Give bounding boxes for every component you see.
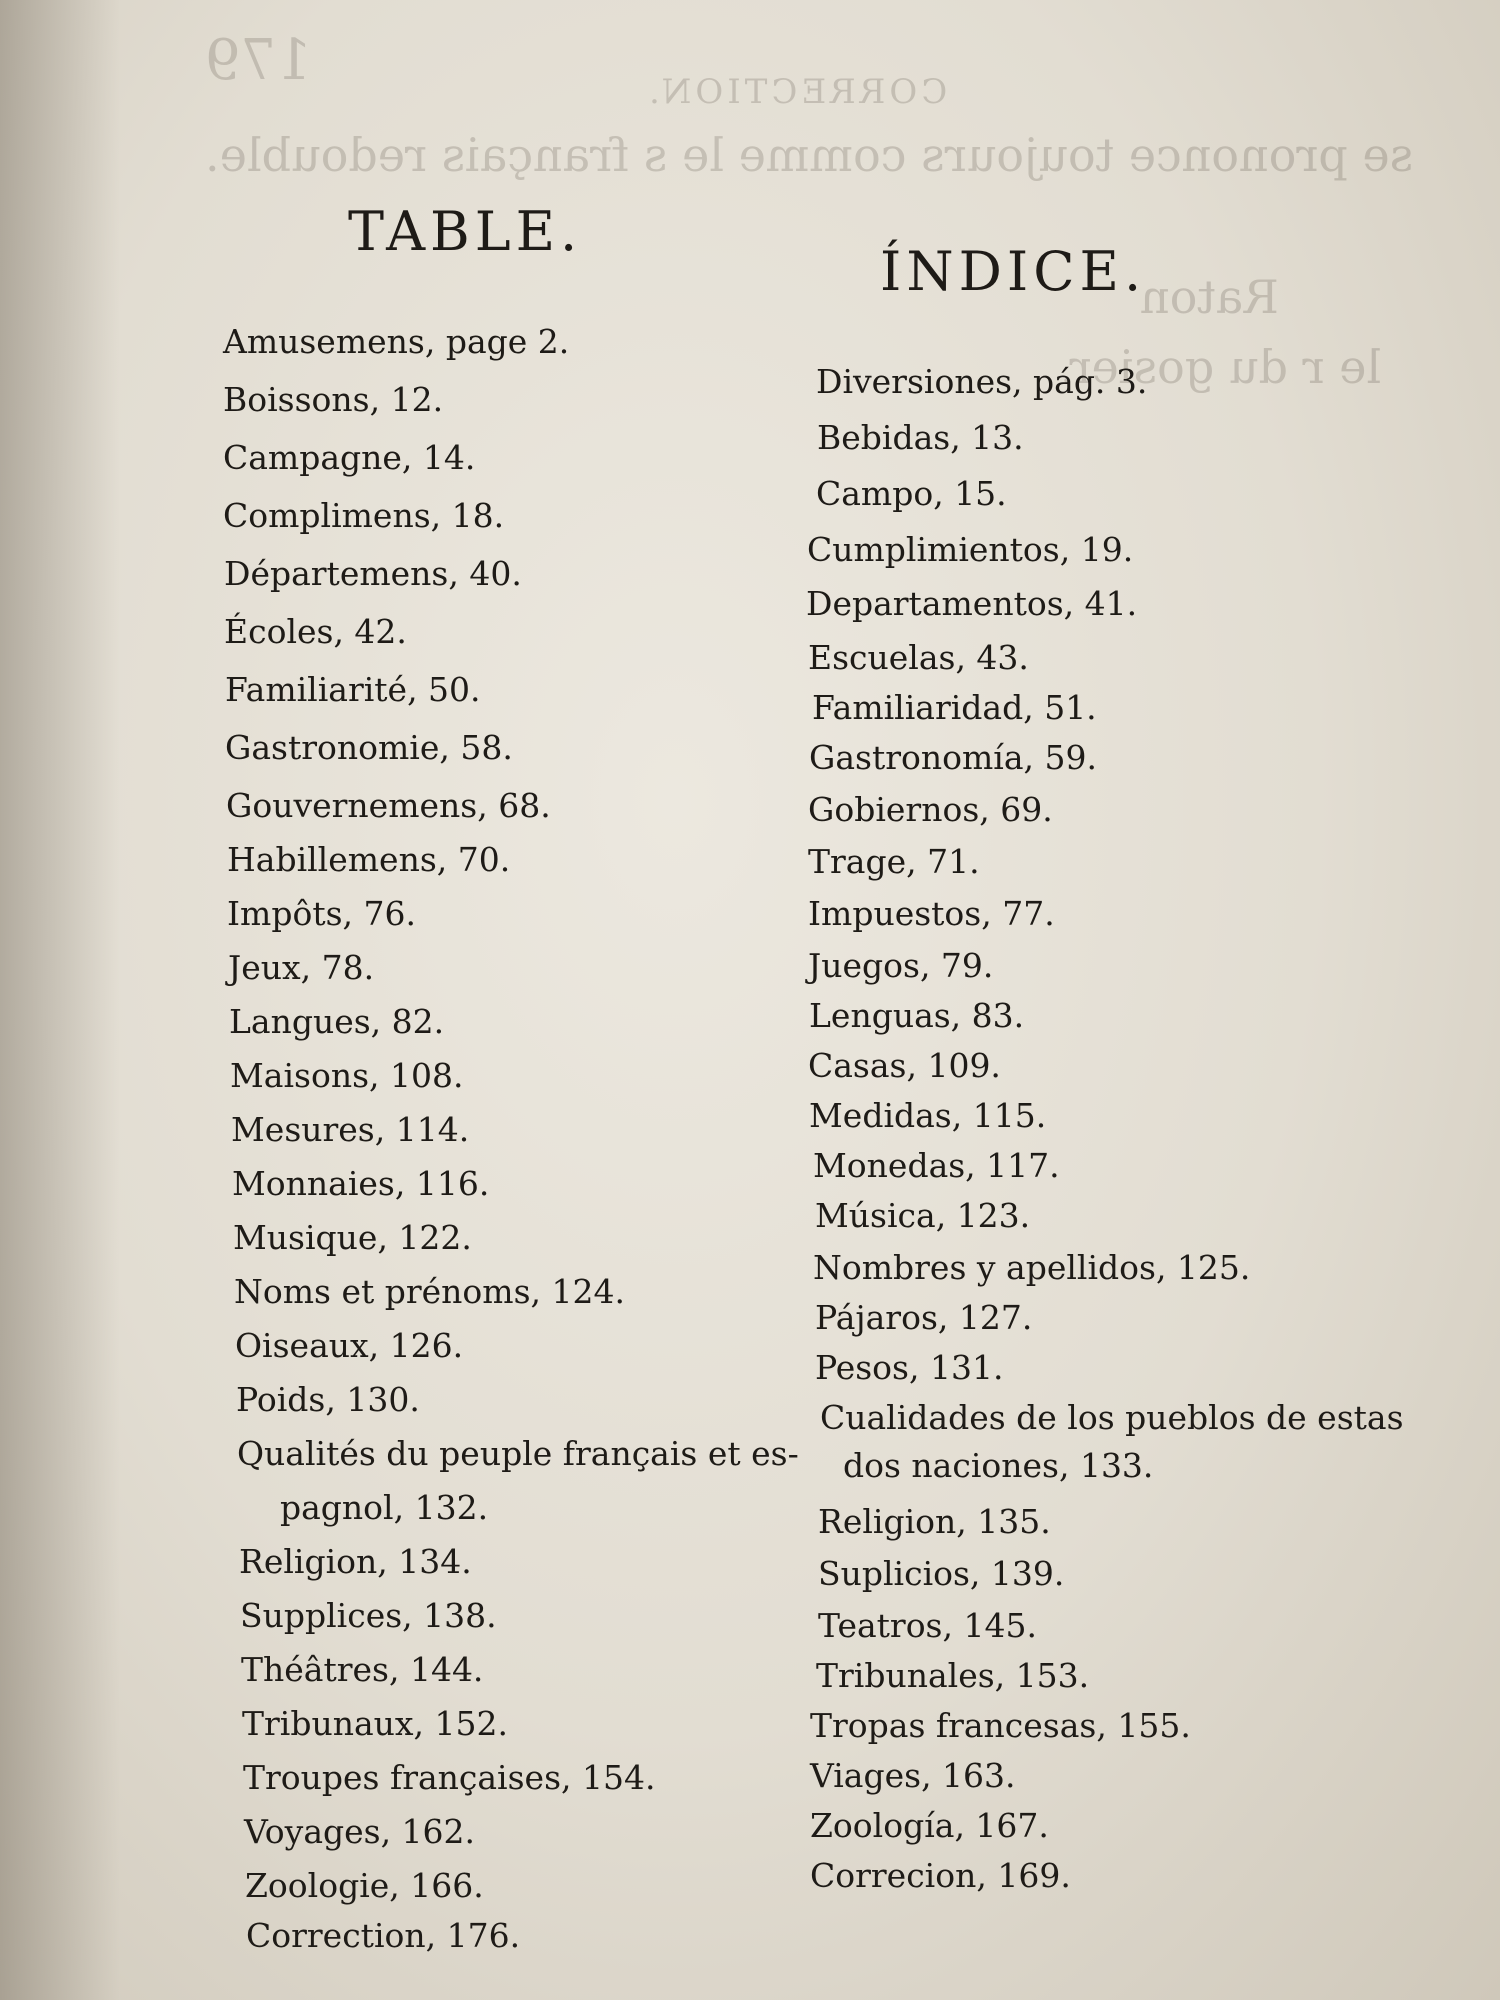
- list-item: Viages, 163.: [810, 1756, 1016, 1795]
- list-item: Pájaros, 127.: [815, 1298, 1033, 1337]
- list-item: Música, 123.: [815, 1196, 1031, 1235]
- list-item: Musique, 122.: [233, 1218, 472, 1257]
- list-item: Religion, 135.: [818, 1502, 1051, 1541]
- list-item: Departamentos, 41.: [806, 584, 1138, 623]
- list-item: Zoologie, 166.: [245, 1866, 484, 1905]
- list-item: Juegos, 79.: [808, 946, 994, 985]
- list-item: Pesos, 131.: [815, 1348, 1004, 1387]
- list-item: Campo, 15.: [816, 474, 1007, 513]
- list-item: dos naciones, 133.: [843, 1446, 1154, 1485]
- list-item: Trage, 71.: [808, 842, 980, 881]
- list-item: Nombres y apellidos, 125.: [813, 1248, 1251, 1287]
- list-item: Tribunales, 153.: [816, 1656, 1090, 1695]
- list-item: Jeux, 78.: [228, 948, 375, 987]
- list-item: Oiseaux, 126.: [235, 1326, 464, 1365]
- bleed-through-line: se prononce toujours comme le s français redouble.: [205, 128, 1414, 182]
- list-item: Amusemens, page 2.: [223, 322, 570, 361]
- list-item: Gastronomía, 59.: [809, 738, 1097, 777]
- list-item: Impuestos, 77.: [808, 894, 1055, 933]
- list-item: Cumplimientos, 19.: [807, 530, 1134, 569]
- list-item: Casas, 109.: [808, 1046, 1001, 1085]
- list-item: Religion, 134.: [239, 1542, 472, 1581]
- list-item: Medidas, 115.: [809, 1096, 1047, 1135]
- list-item: Maisons, 108.: [230, 1056, 464, 1095]
- list-item: Cualidades de los pueblos de estas: [820, 1398, 1404, 1437]
- list-item: Gastronomie, 58.: [225, 728, 513, 767]
- bleed-through-line: le r du gosier.: [1060, 340, 1382, 394]
- list-item: Zoología, 167.: [810, 1806, 1049, 1845]
- list-item: Gouvernemens, 68.: [226, 786, 551, 825]
- list-item: Gobiernos, 69.: [808, 790, 1053, 829]
- list-item: Départemens, 40.: [224, 554, 522, 593]
- list-item: Teatros, 145.: [818, 1606, 1037, 1645]
- list-item: Diversiones, pág. 3.: [816, 362, 1148, 401]
- list-item: Suplicios, 139.: [818, 1554, 1065, 1593]
- list-item: Campagne, 14.: [223, 438, 476, 477]
- spine-shadow: [0, 0, 120, 2000]
- list-item: Qualités du peuple français et es-: [237, 1434, 799, 1473]
- list-item: Familiaridad, 51.: [812, 688, 1097, 727]
- list-item: Escuelas, 43.: [808, 638, 1029, 677]
- list-item: Habillemens, 70.: [227, 840, 511, 879]
- list-item: Poids, 130.: [236, 1380, 420, 1419]
- left-column-title: TABLE.: [348, 200, 583, 263]
- list-item: Correcion, 169.: [810, 1856, 1071, 1895]
- list-item: Correction, 176.: [246, 1916, 521, 1955]
- bleed-through-heading: CORRECTION.: [645, 72, 948, 112]
- list-item: Bebidas, 13.: [817, 418, 1024, 457]
- list-item: Complimens, 18.: [223, 496, 505, 535]
- list-item: Lenguas, 83.: [809, 996, 1025, 1035]
- list-item: Boissons, 12.: [223, 380, 444, 419]
- list-item: Monedas, 117.: [813, 1146, 1060, 1185]
- list-item: Monnaies, 116.: [232, 1164, 490, 1203]
- list-item: pagnol, 132.: [280, 1488, 489, 1527]
- list-item: Voyages, 162.: [244, 1812, 476, 1851]
- list-item: Tropas francesas, 155.: [810, 1706, 1191, 1745]
- list-item: Supplices, 138.: [240, 1596, 497, 1635]
- list-item: Écoles, 42.: [224, 612, 407, 651]
- list-item: Mesures, 114.: [231, 1110, 470, 1149]
- right-column-title: ÍNDICE.: [880, 240, 1147, 303]
- list-item: Troupes françaises, 154.: [243, 1758, 656, 1797]
- list-item: Tribunaux, 152.: [242, 1704, 508, 1743]
- list-item: Familiarité, 50.: [225, 670, 481, 709]
- list-item: Théâtres, 144.: [241, 1650, 484, 1689]
- bleed-through-page-number: 179: [205, 28, 312, 93]
- list-item: Langues, 82.: [229, 1002, 445, 1041]
- bleed-through-line: Raton: [1140, 270, 1279, 324]
- list-item: Noms et prénoms, 124.: [234, 1272, 625, 1311]
- list-item: Impôts, 76.: [227, 894, 416, 933]
